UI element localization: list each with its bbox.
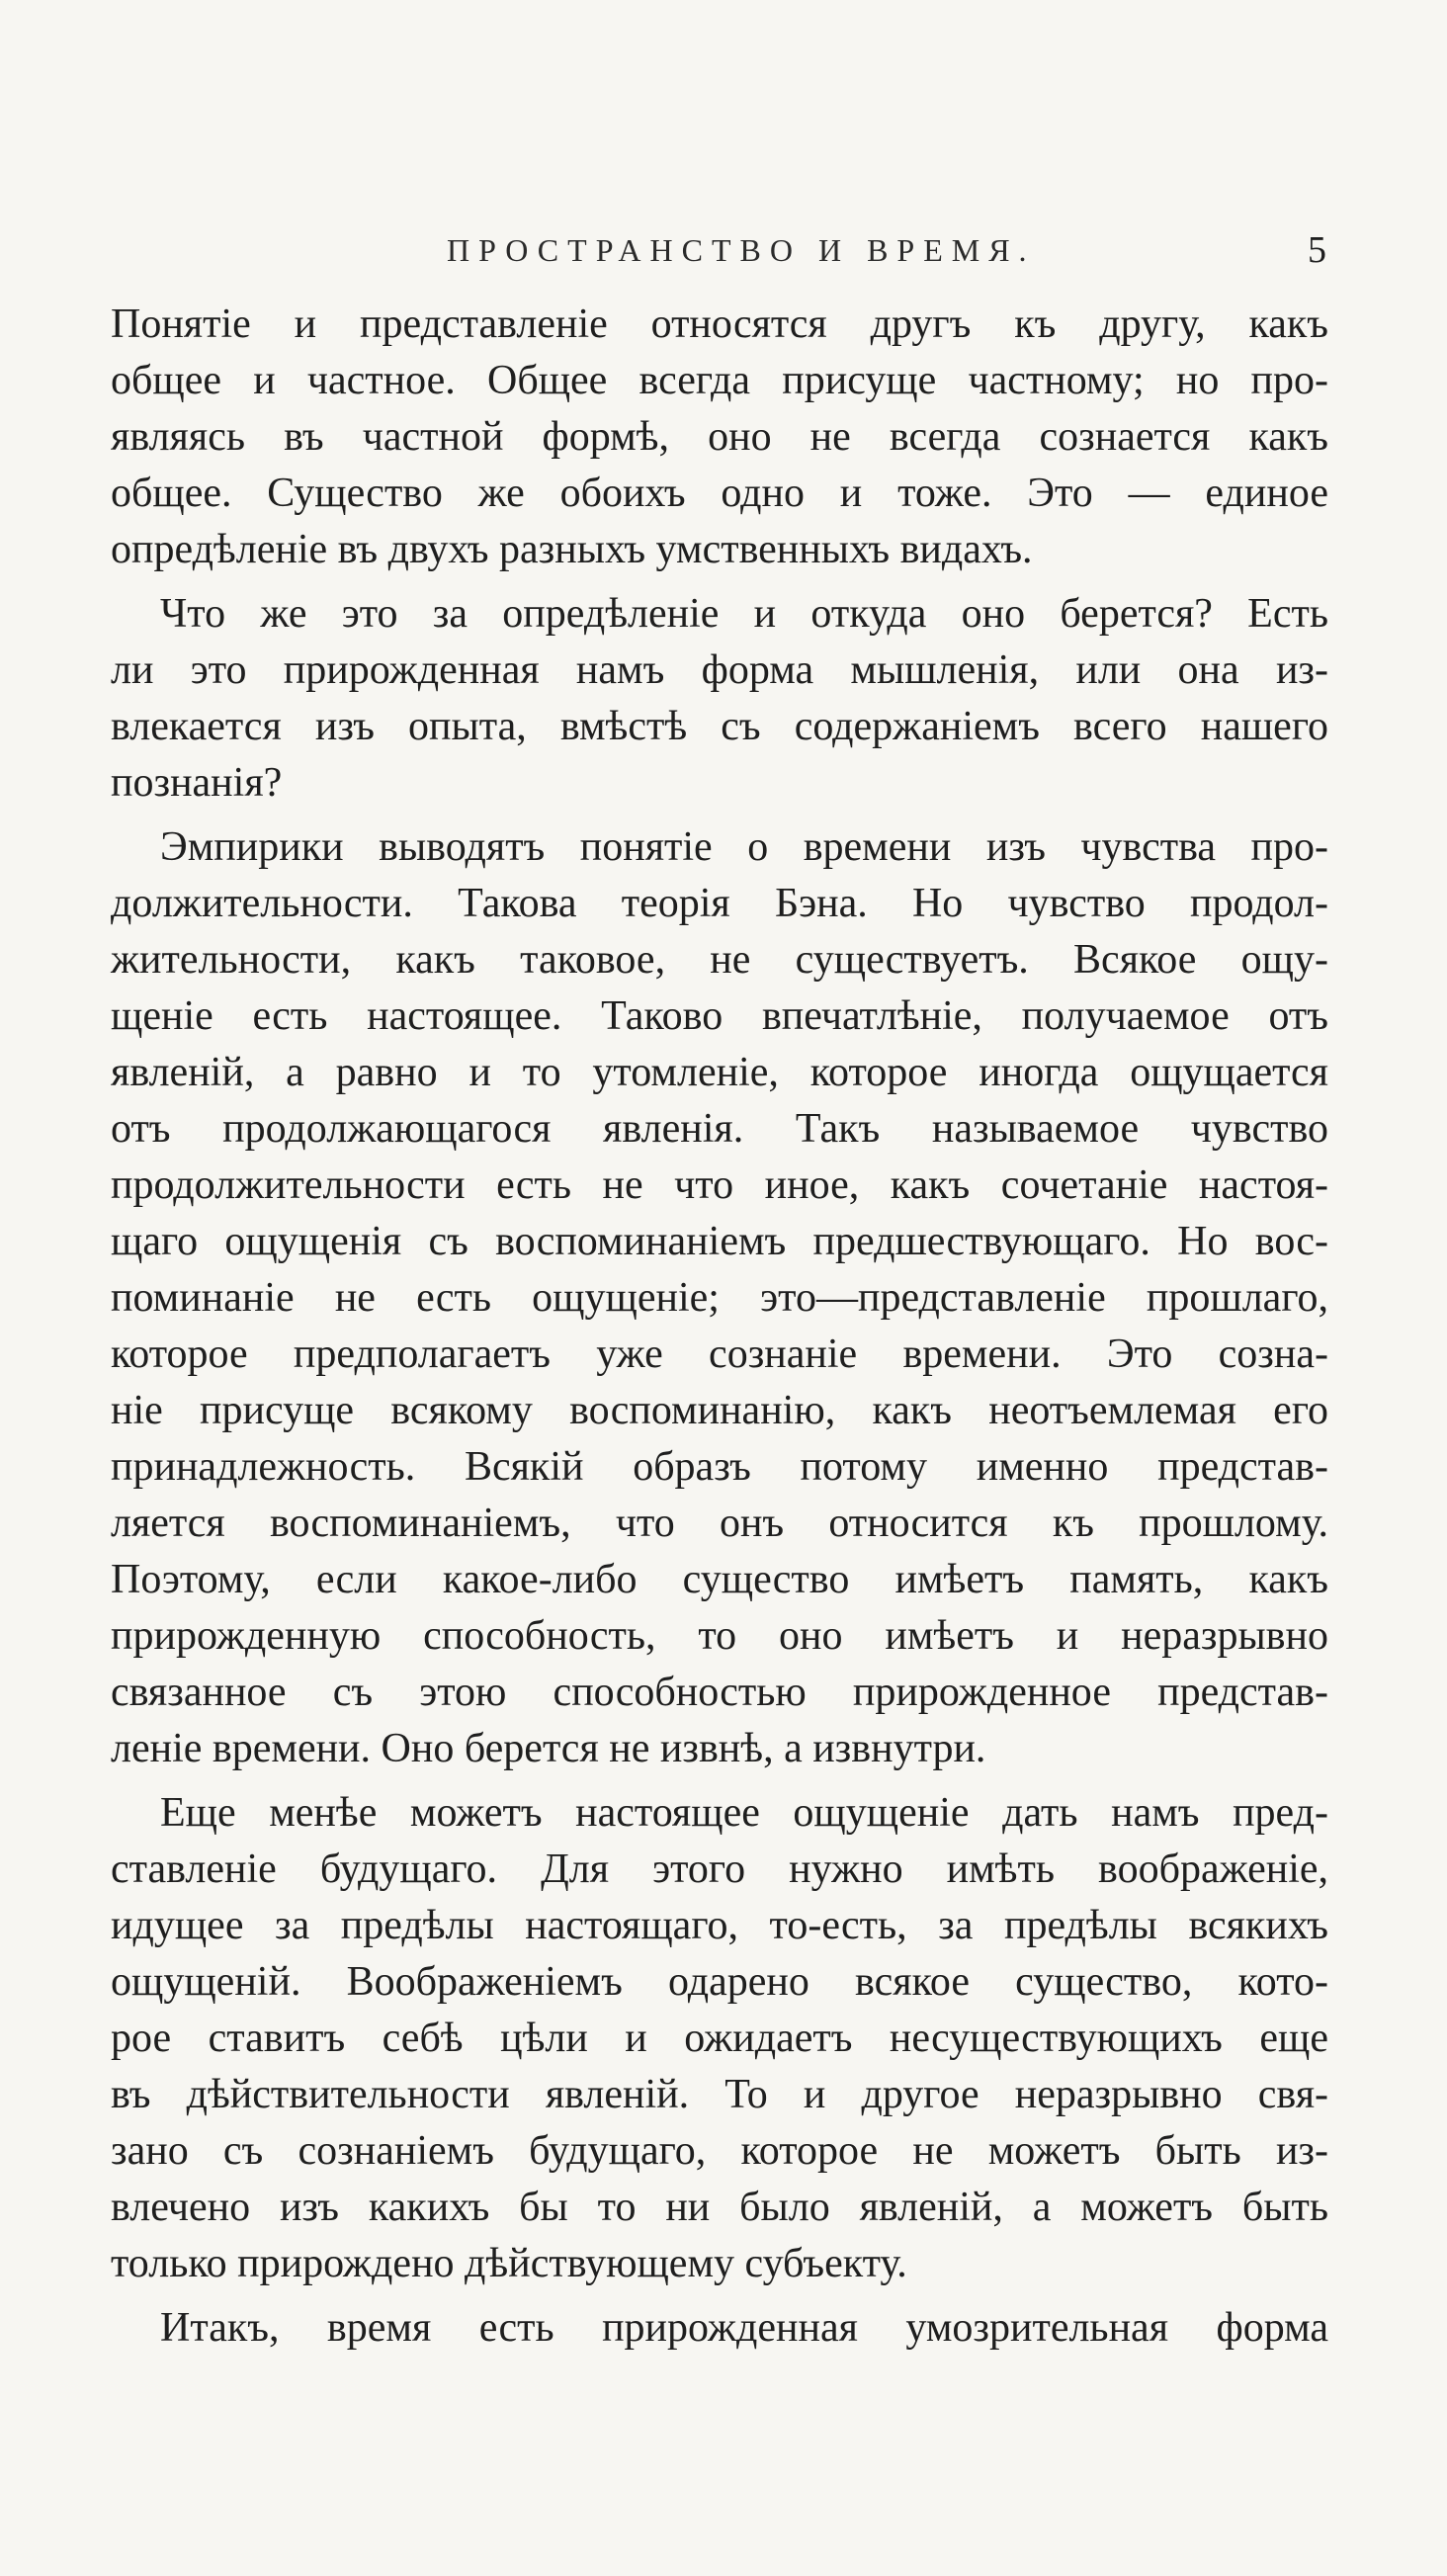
text-line: общее. Существо же обоихъ одно и тоже. Это — единое [111, 471, 1328, 516]
running-head [111, 225, 1326, 275]
text-line: зано съ сознаніемъ будущаго, которое не можетъ быть из- [111, 2128, 1328, 2174]
text-line: идущее за предѣлы настоящаго, то-есть, за предѣлы всякихъ [111, 1903, 1328, 1948]
text-line: познанія? [111, 760, 283, 806]
paragraph-3 [111, 819, 1328, 1777]
paragraph-1 [111, 297, 1328, 578]
text-line: продолжительности есть не что иное, какъ сочетаніе настоя- [111, 1162, 1328, 1208]
text-line: Что же это за опредѣленіе и откуда оно берется? Есть [160, 591, 1328, 637]
body-text [111, 297, 1328, 2357]
text-line: щеніе есть настоящее. Таково впечатлѣніе, получаемое отъ [111, 993, 1328, 1039]
text-line: ощущеній. Воображеніемъ одарено всякое существо, кото- [111, 1959, 1328, 2005]
text-line: Эмпирики выводятъ понятіе о времени изъ чувства про- [160, 824, 1328, 870]
text-line: Еще менѣе можетъ настоящее ощущеніе дать намъ пред- [160, 1790, 1328, 1836]
text-line: ставленіе будущаго. Для этого нужно имѣть воображеніе, [111, 1846, 1328, 1892]
text-line: леніе времени. Оно берется не извнѣ, а извнутри. [111, 1726, 986, 1771]
text-line: рое ставитъ себѣ цѣли и ожидаетъ несуществующихъ еще [111, 2016, 1328, 2061]
text-line: Понятіе и представленіе относятся другъ къ другу, какъ [111, 301, 1328, 347]
text-line: Итакъ, время есть прирожденная умозрительная форма [160, 2305, 1328, 2351]
text-line: Поэтому, если какое-либо существо имѣетъ память, какъ [111, 1557, 1328, 1602]
text-line: влечено изъ какихъ бы то ни было явленій, а можетъ быть [111, 2185, 1328, 2230]
text-line: ніе присуще всякому воспоминанію, какъ неотъемлемая его [111, 1388, 1328, 1433]
text-line: ляется воспоминаніемъ, что онъ относится къ прошлому. [111, 1501, 1328, 1546]
text-line: въ дѣйствительности явленій. То и другое неразрывно свя- [111, 2072, 1328, 2117]
text-line: которое предполагаетъ уже сознаніе времени. Это созна- [111, 1331, 1328, 1377]
text-line: связанное съ этою способностью прирожденное представ- [111, 1670, 1328, 1715]
text-line: явленій, а равно и то утомленіе, которое иногда ощущается [111, 1050, 1328, 1095]
text-line: должительности. Такова теорія Бэна. Но чувство продол- [111, 881, 1328, 926]
text-line: жительности, какъ таковое, не существуетъ. Всякое ощу- [111, 937, 1328, 983]
page-number: 5 [1308, 229, 1326, 271]
text-line: щаго ощущенія съ воспоминаніемъ предшествующаго. Но вос- [111, 1219, 1328, 1264]
text-line: отъ продолжающагося явленія. Такъ называемое чувство [111, 1106, 1328, 1152]
running-title: ПРОСТРАНСТВО И ВРЕМЯ. [447, 232, 1036, 268]
text-line: прирожденную способность, то оно имѣетъ и неразрывно [111, 1613, 1328, 1659]
text-line: принадлежность. Всякій образъ потому именно представ- [111, 1444, 1328, 1490]
text-line: влекается изъ опыта, вмѣстѣ съ содержаніемъ всего нашего [111, 704, 1328, 749]
paragraph-5 [111, 2300, 1328, 2357]
paragraph-4 [111, 1785, 1328, 2292]
text-line: общее и частное. Общее всегда присуще частному; но про- [111, 358, 1328, 403]
text-line: опредѣленіе въ двухъ разныхъ умственныхъ видахъ. [111, 527, 1033, 572]
paragraph-2 [111, 586, 1328, 812]
text-line: являясь въ частной формѣ, оно не всегда сознается какъ [111, 414, 1328, 460]
text-line: поминаніе не есть ощущеніе; это—представленіе прошлаго, [111, 1275, 1328, 1321]
text-line: только прирождено дѣйствующему субъекту. [111, 2241, 907, 2286]
text-line: ли это прирожденная намъ форма мышленія, или она из- [111, 647, 1328, 693]
